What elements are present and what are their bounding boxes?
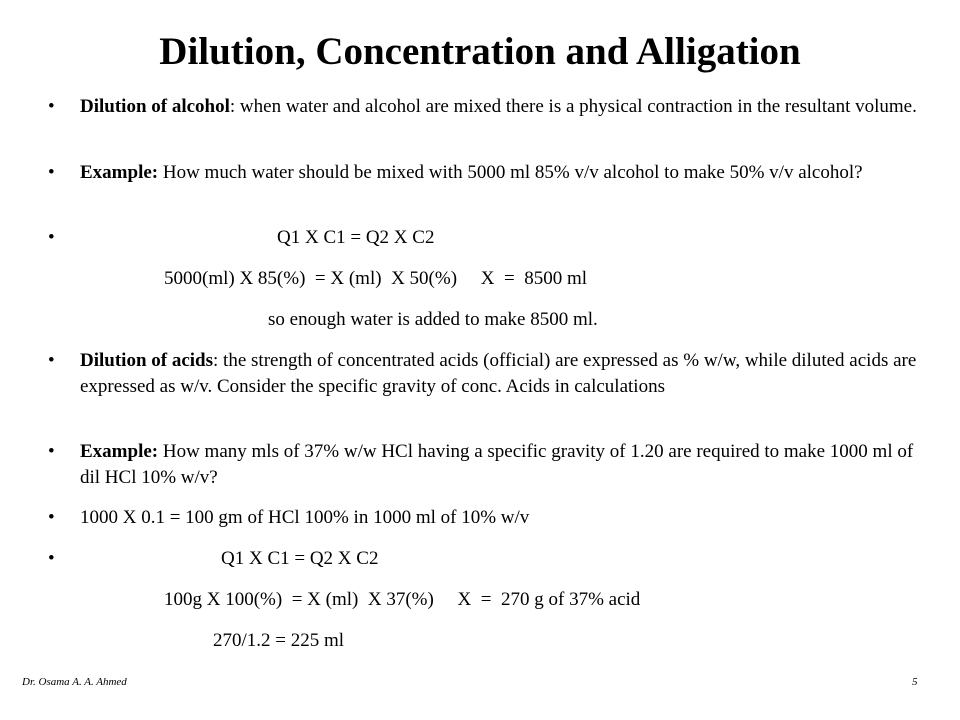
bullet-text: 1000 X 0.1 = 100 gm of HCl 100% in 1000 ml of 10% w/v bbox=[80, 507, 530, 528]
bullet-example-alcohol bbox=[80, 160, 925, 186]
footer-author: Dr. Osama A. A. Ahmed bbox=[22, 676, 127, 688]
bullet-text: : when water and alcohol are mixed there is a physical contraction in the resultant volume. bbox=[229, 96, 917, 117]
footer-page-number: 5 bbox=[912, 676, 918, 688]
bullet-marker: • bbox=[48, 350, 55, 371]
bullet-text: How many mls of 37% w/w HCl having a specific gravity of 1.20 are required to make 1000 ml of dil HCl 10% w/v? bbox=[80, 441, 914, 488]
bullet-dilution-alcohol bbox=[80, 94, 925, 120]
bullet-marker: • bbox=[48, 548, 55, 569]
bullet-marker: • bbox=[48, 162, 55, 183]
bullet-marker: • bbox=[48, 227, 55, 248]
calculation-line: 100g X 100(%) = X (ml) X 37(%) X = 270 g of 37% acid bbox=[164, 589, 641, 610]
bullet-heading: Example: bbox=[80, 162, 159, 183]
conclusion-line: so enough water is added to make 8500 ml. bbox=[268, 309, 598, 330]
bullet-dilution-acids bbox=[80, 348, 925, 400]
formula-line: Q1 X C1 = Q2 X C2 bbox=[277, 227, 435, 248]
bullet-text: : the strength of concentrated acids (official) are expressed as % w/w, while diluted acids are expressed as w/v. Consider the specific gravity of conc. Acids in calculations bbox=[80, 350, 917, 397]
bullet-marker: • bbox=[48, 441, 55, 462]
bullet-heading: Dilution of alcohol bbox=[80, 96, 230, 117]
bullet-example-acid bbox=[80, 439, 925, 491]
bullet-marker: • bbox=[48, 96, 55, 117]
bullet-hcl-amount bbox=[80, 505, 925, 531]
bullet-heading: Example: bbox=[80, 441, 159, 462]
bullet-text: How much water should be mixed with 5000 ml 85% v/v alcohol to make 50% v/v alcohol? bbox=[158, 162, 863, 183]
bullet-marker: • bbox=[48, 507, 55, 528]
calculation-line: 5000(ml) X 85(%) = X (ml) X 50(%) X = 8500 ml bbox=[164, 268, 588, 289]
bullet-heading: Dilution of acids bbox=[80, 350, 214, 371]
formula-line: Q1 X C1 = Q2 X C2 bbox=[221, 548, 379, 569]
slide-title: Dilution, Concentration and Alligation bbox=[159, 30, 801, 73]
conclusion-line: 270/1.2 = 225 ml bbox=[213, 630, 345, 651]
